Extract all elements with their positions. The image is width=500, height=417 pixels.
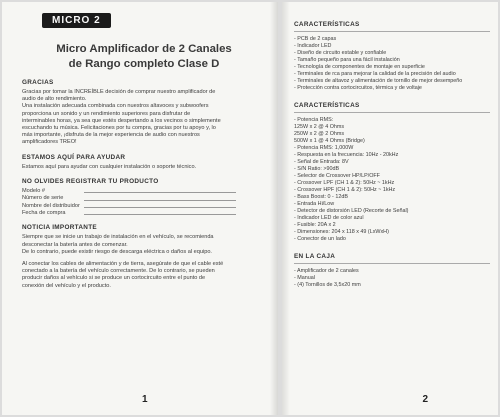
registro-heading: NO OLVIDES REGISTRAR TU PRODUCTO [22, 177, 159, 185]
list-item: - Tamaño pequeño para una fácil instalación [294, 57, 400, 63]
caja-heading: EN LA CAJA [294, 253, 336, 260]
page-number: 1 [142, 394, 148, 405]
list-item: - Manual [294, 275, 315, 281]
gracias-text [22, 89, 266, 147]
text-line: conexión del vehículo y el producto. [22, 282, 111, 289]
list-item: - Indicador LED de color azul [294, 215, 364, 221]
list-item: - Bass Boost: 0 - 12dB [294, 194, 348, 200]
form-field-fecha [22, 210, 266, 217]
page-number: 2 [422, 394, 428, 405]
right-page [282, 2, 498, 415]
text-line: proporciona un sonido y un rendimiento superiores para disfrutar de [22, 110, 191, 117]
list-item: - Dimensiones: 204 x 118 x 49 (LxWxH) [294, 229, 389, 235]
list-item: - Crossover HPF (CH 1 & 2): 50Hz ~ 1kHz [294, 187, 396, 193]
list-item: - Terminales de rca para mejorar la calidad de la precisión del audio [294, 71, 456, 77]
list-item: - Terminales de altavoz y alimentación de tornillo de mejor desempeño [294, 78, 463, 84]
list-item: - Selector de Crossover HP/LP/OFF [294, 173, 380, 179]
form-blank-line [84, 195, 236, 200]
divider [294, 31, 490, 32]
list-item: - Respuesta en la frecuencia: 10Hz - 20kHz [294, 152, 399, 158]
list-item: 250W x 2 @ 2 Ohms [294, 131, 345, 137]
list-item: - Potencia RMS: [294, 117, 334, 123]
list-item: - S/N Ratio: >90dB [294, 166, 340, 172]
list-item: - Diseño de circuito estable y confiable [294, 50, 387, 56]
text-line: Siempre que se inicie un trabajo de instalación en el vehículo, se recomienda [22, 234, 214, 241]
list-item: - Protección contra cortocircuitos, térmica y de voltaje [294, 85, 422, 91]
list-item: - Tecnología de componentes de montaje en superficie [294, 64, 425, 70]
box-contents-list [294, 268, 490, 289]
form-label: Nombre del distribuidor [22, 202, 80, 209]
form-field-distribuidor [22, 203, 266, 210]
left-page [2, 2, 278, 415]
form-field-modelo [22, 188, 266, 195]
text-line: Gracias por tomar la INCREÍBLE decisión de comprar nuestro amplificador de [22, 89, 216, 95]
caracteristicas-specs-heading: CARACTERÍSTICAS [294, 102, 360, 109]
text-line: desconectar la batería antes de comenzar. [22, 241, 128, 248]
form-blank-line [84, 188, 236, 193]
text-line: audio de alto rendimiento. [22, 96, 87, 103]
list-item: - Detector de distorsión LED (Recorte de Señal) [294, 208, 409, 214]
noticia-paragraph-1 [22, 234, 266, 256]
text-line: producir daños al vehículo si se produce un cortocircuito entre el punto de [22, 275, 206, 282]
noticia-heading: NOTICIA IMPORTANTE [22, 224, 97, 232]
text-line: más importante, ¡disfruta de la mejor experiencia de audio con nuestros [22, 132, 200, 139]
text-line: conectado a la batería del vehículo correctamente. De lo contrario, se pueden [22, 268, 215, 275]
list-item: - Crossover LPF (CH 1 & 2): 50Hz ~ 1kHz [294, 180, 395, 186]
text-line: De lo contrario, puede existir riesgo de descarga eléctrica o daños al equipo. [22, 248, 212, 255]
list-item: - Amplificador de 2 canales [294, 268, 359, 274]
list-item: - Entrada Hi/Low [294, 201, 335, 207]
gracias-heading: GRACIAS [22, 79, 54, 86]
list-item: 125W x 2 @ 4 Ohms [294, 124, 345, 130]
list-item: - (4) Tornillos de 3,5x20 mm [294, 282, 361, 288]
registro-form [22, 188, 266, 218]
form-label: Modelo # [22, 187, 46, 194]
list-item: - Indicador LED [294, 43, 332, 49]
list-item: 500W x 1 @ 4 Ohms (Bridge) [294, 138, 365, 144]
features-list [294, 36, 490, 92]
list-item: - PCB de 2 capas [294, 36, 337, 42]
ayuda-text: Estamos aquí para ayudar con cualquier instalación o soporte técnico. [22, 163, 197, 170]
text-line: escuchando tu música. Felicitaciones por tu compra, gracias por tu apoyo y, lo [22, 125, 216, 132]
caracteristicas-heading: CARACTERÍSTICAS [294, 21, 360, 28]
list-item: - Conector de un lado [294, 236, 346, 242]
page-title [22, 42, 266, 72]
divider [294, 112, 490, 113]
noticia-paragraph-2 [22, 261, 266, 290]
title-line-2: de Rango completo Clase D [68, 58, 220, 70]
form-blank-line [84, 210, 236, 215]
divider [294, 263, 490, 264]
brand-badge: MICRO 2 [42, 13, 111, 28]
text-line: Una instalación adecuada combinada con nuestros altavoces y subwoofers [22, 103, 209, 110]
text-line: amplificadores TREO! [22, 139, 77, 146]
form-field-serie [22, 195, 266, 202]
form-blank-line [84, 203, 236, 208]
list-item: - Fusible: 20A x 2 [294, 222, 336, 228]
list-item: - Potencia RMS: 1,000W [294, 145, 354, 151]
ayuda-heading: ESTAMOS AQUÍ PARA AYUDAR [22, 153, 126, 161]
specs-list [294, 117, 490, 243]
page-fold-shadow [282, 2, 290, 415]
list-item: - Señal de Entrada: 8V [294, 159, 349, 165]
title-line-1: Micro Amplificador de 2 Canales [56, 43, 232, 55]
text-line: interminables horas, ya sea que estés despertando a los vecinos o simplemente [22, 117, 221, 124]
page-fold-shadow [270, 2, 278, 415]
text-line: Al conectar los cables de alimentación y de tierra, asegúrate de que el cable esté [22, 261, 224, 268]
form-label: Fecha de compra [22, 210, 66, 217]
form-label: Número de serie [22, 195, 64, 202]
